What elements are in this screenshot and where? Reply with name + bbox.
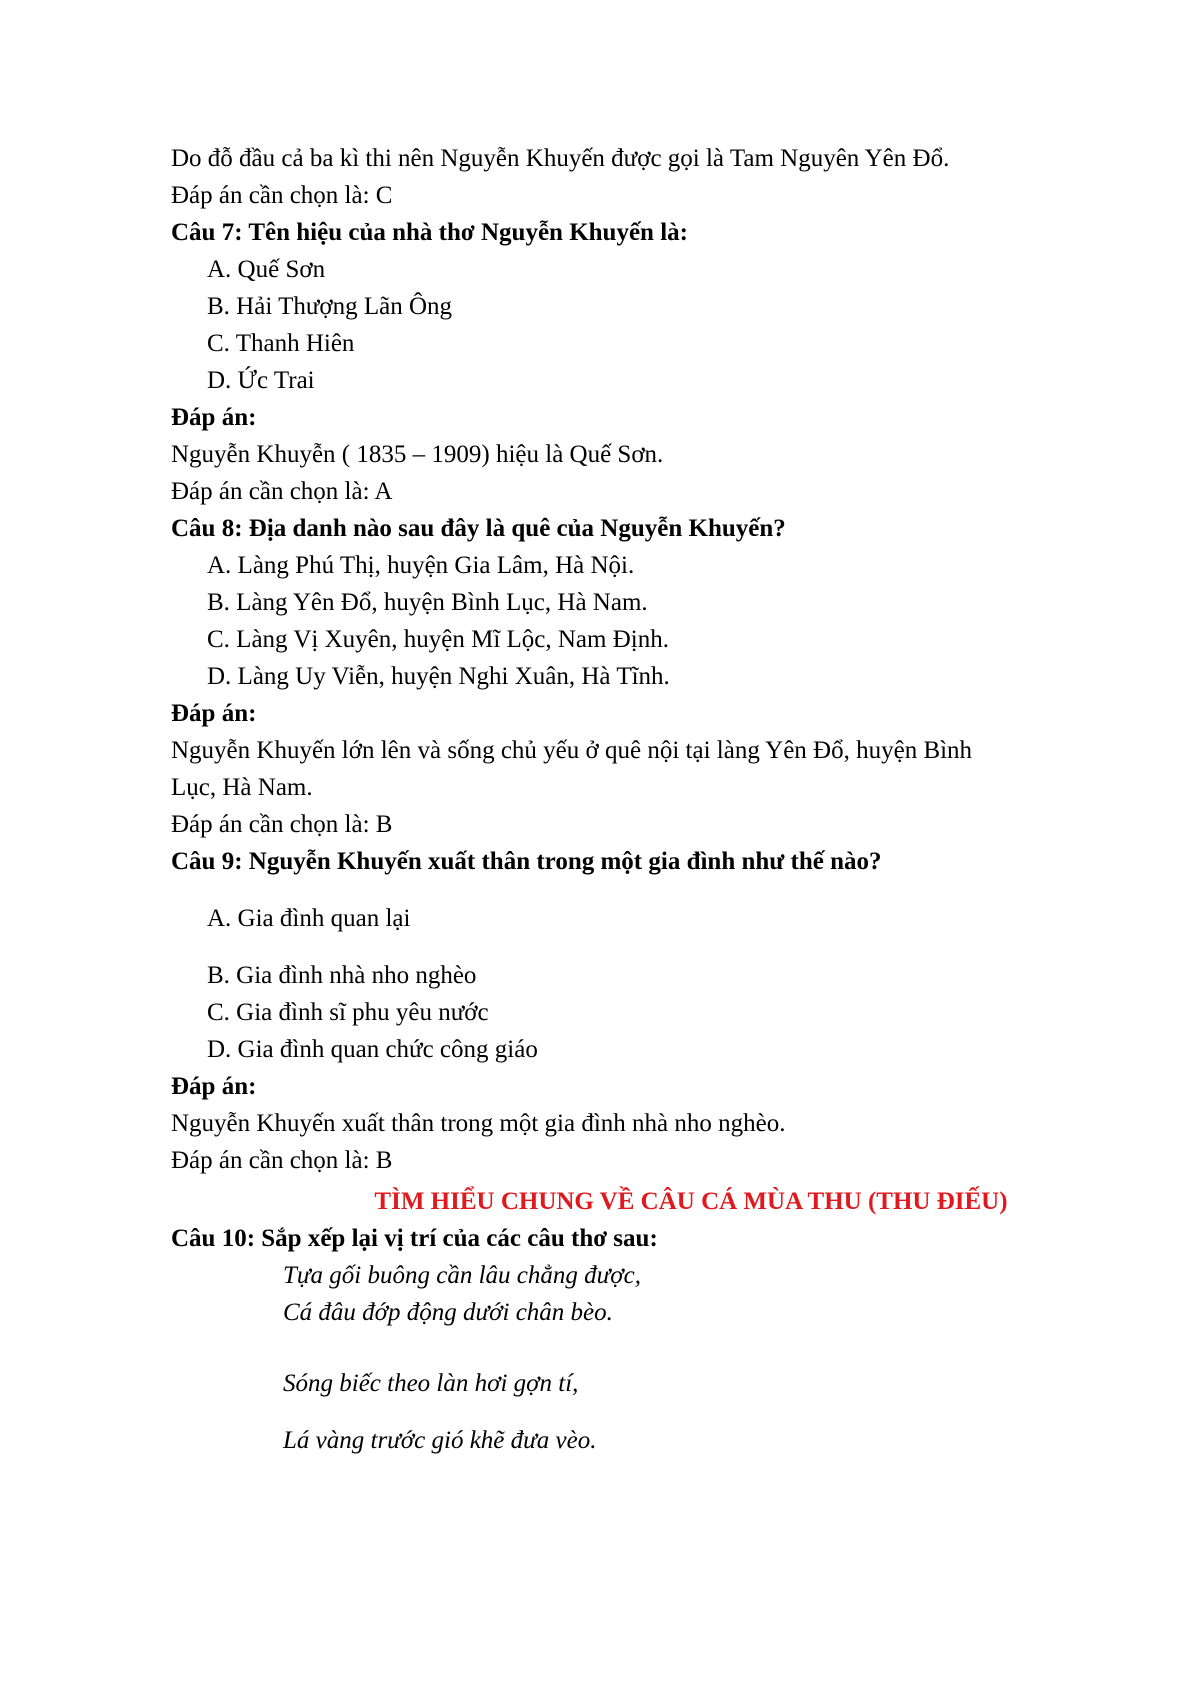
- question-9: Câu 9: Nguyễn Khuyến xuất thân trong một gia đình như thế nào?: [171, 848, 882, 875]
- option-a: A. Quế Sơn: [207, 256, 326, 283]
- answer-line: Đáp án cần chọn là: C: [171, 182, 393, 209]
- answer-line: Đáp án cần chọn là: A: [171, 478, 393, 505]
- answer-heading: Đáp án:: [171, 1073, 257, 1100]
- poem-line: Sóng biếc theo làn hơi gợn tí,: [283, 1370, 579, 1397]
- poem-line: Lá vàng trước gió khẽ đưa vèo.: [283, 1427, 597, 1454]
- question-7: Câu 7: Tên hiệu của nhà thơ Nguyễn Khuyến là:: [171, 219, 688, 246]
- option-c: C. Gia đình sĩ phu yêu nước: [207, 999, 489, 1026]
- explanation: Nguyễn Khuyến xuất thân trong một gia đình nhà nho nghèo.: [171, 1110, 786, 1137]
- option-b: B. Gia đình nhà nho nghèo: [207, 962, 477, 989]
- option-c: C. Làng Vị Xuyên, huyện Mĩ Lộc, Nam Định.: [207, 626, 669, 653]
- explanation-continued: Lục, Hà Nam.: [171, 774, 313, 801]
- question-10: Câu 10: Sắp xếp lại vị trí của các câu thơ sau:: [171, 1225, 658, 1252]
- poem-line: Tựa gối buông cần lâu chẳng được,: [283, 1262, 641, 1289]
- option-d: D. Làng Uy Viễn, huyện Nghi Xuân, Hà Tĩnh.: [207, 663, 670, 690]
- section-title: TÌM HIỂU CHUNG VỀ CÂU CÁ MÙA THU (THU ĐIẾU): [374, 1188, 1008, 1215]
- answer-line: Đáp án cần chọn là: B: [171, 811, 393, 838]
- option-b: B. Hải Thượng Lãn Ông: [207, 293, 453, 320]
- answer-heading: Đáp án:: [171, 404, 257, 431]
- answer-heading: Đáp án:: [171, 700, 257, 727]
- option-a: A. Gia đình quan lại: [207, 905, 411, 932]
- option-a: A. Làng Phú Thị, huyện Gia Lâm, Hà Nội.: [207, 552, 635, 579]
- option-b: B. Làng Yên Đổ, huyện Bình Lục, Hà Nam.: [207, 589, 648, 616]
- explanation: Nguyễn Khuyễn ( 1835 – 1909) hiệu là Quế Sơn.: [171, 441, 664, 468]
- option-c: C. Thanh Hiên: [207, 330, 355, 357]
- option-d: D. Ức Trai: [207, 367, 315, 394]
- poem-line: Cá đâu đớp động dưới chân bèo.: [283, 1299, 613, 1326]
- explanation: Nguyễn Khuyến lớn lên và sống chủ yếu ở quê nội tại làng Yên Đổ, huyện Bình: [171, 737, 973, 764]
- text-line: Do đỗ đầu cả ba kì thi nên Nguyễn Khuyến được gọi là Tam Nguyên Yên Đổ.: [171, 145, 950, 172]
- question-8: Câu 8: Địa danh nào sau đây là quê của Nguyễn Khuyến?: [171, 515, 786, 542]
- document-content: [171, 140, 1091, 1459]
- answer-line: Đáp án cần chọn là: B: [171, 1147, 393, 1174]
- option-d: D. Gia đình quan chức công giáo: [207, 1036, 538, 1063]
